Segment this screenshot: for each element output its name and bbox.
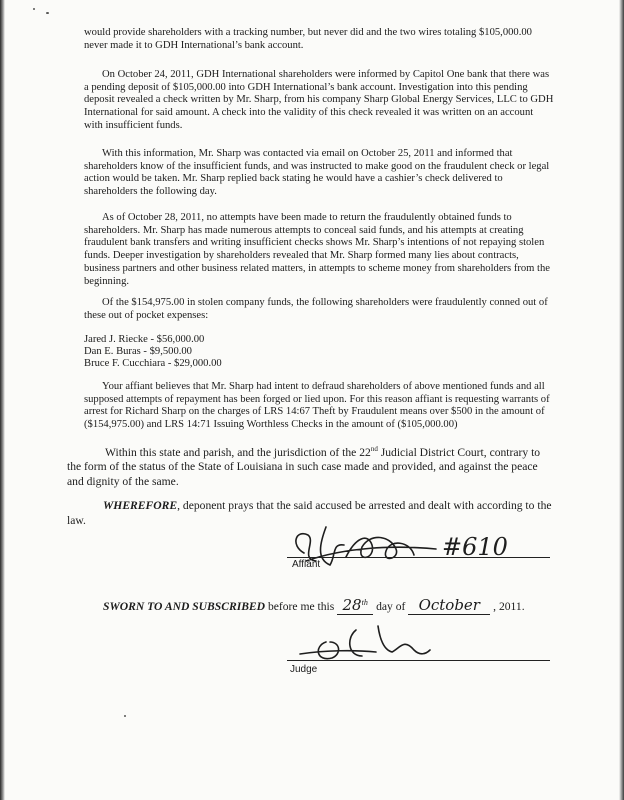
paragraph-affiant-belief: Your affiant believes that Mr. Sharp had intent to defraud shareholders of above mentioned funds and all supposed attempts of repayment has been forged or lied upon. For this reason affiant is requesting warrants of arrest for Richard Sharp on the charges of LRS 14:67 Theft by Fraudulent means over $500 in the amount of ($154,975.00) and LRS 14:71 Issuing Worthless Checks in the amount of ($105,000.00): [84, 381, 550, 431]
sworn-day-handwritten: 28: [342, 596, 362, 614]
sworn-month-handwritten: October: [418, 596, 480, 614]
paragraph-no-return: As of October 28, 2011, no attempts have been made to return the fraudulently obtained funds to shareholders. Mr. Sharp has made numerous attempts to conceal said funds, and his attempts at creating fraudulent bank transfers and writing insufficient checks shows Mr. Sharp’s intentions of not repaying stolen funds. Deeper investigation by shareholders revealed that Mr. Sharp formed many lies about contracts, business partners and other business related matters, in attempts to scheme money from shareholders from the beginning.: [84, 212, 551, 287]
affiant-badge-number: #610: [442, 533, 508, 561]
shareholder-entry: Jared J. Riecke - $56,000.00: [84, 334, 205, 345]
affiant-label: Affiant: [292, 559, 321, 570]
scan-speck: [46, 12, 49, 14]
paragraph-stolen-funds: Of the $154,975.00 in stolen company funds, the following shareholders were fraudulently conned out of these out of pocket expenses:: [84, 297, 548, 321]
affiant-signature-line: [287, 557, 550, 558]
scan-speck: [124, 715, 126, 717]
sworn-statement: SWORN TO AND SUBSCRIBED before me this 28th day of October , 2011.: [103, 596, 525, 614]
paragraph-pending-deposit: On October 24, 2011, GDH International shareholders were informed by Capitol One bank that there was a pending deposit of $105,000.00 into GDH International’s bank account. Investigation into this pending deposit revealed a check written by Mr. Sharp, from his company Sharp Global Energy Services, LLC to GDH International for said amount. A check into the validity of this check revealed it was written on an account with insufficient funds.: [84, 69, 554, 131]
paragraph-wire-transfers: would provide shareholders with a tracking number, but never did and the two wires totaling $105,000.00 never made it to GDH International’s bank account.: [84, 27, 532, 51]
scan-speck: [33, 8, 35, 10]
shareholder-entry: Bruce F. Cucchiara - $29,000.00: [84, 358, 222, 369]
scan-edge-left: [0, 0, 5, 800]
scan-edge-right: [619, 0, 624, 800]
shareholder-entry: Dan E. Buras - $9,500.00: [84, 346, 192, 357]
judge-label: Judge: [290, 664, 318, 675]
affiant-signature: [286, 515, 556, 575]
paragraph-jurisdiction: Within this state and parish, and the jurisdiction of the 22nd Judicial District Court, contrary to the form of the status of the State of Louisiana in such case made and provided, and against the peace and dignity of the same.: [67, 445, 541, 489]
judge-signature-line: [287, 660, 550, 661]
paragraph-email-contact: With this information, Mr. Sharp was contacted via email on October 25, 2011 and informed that shareholders know of the insufficient funds, and was instructed to make good on the fraudulent check or legal action would be taken. Mr. Sharp replied back stating he would have a cashier’s check delivered to shareholders the following day.: [84, 148, 550, 198]
paragraph-wherefore: WHEREFORE, deponent prays that the said accused be arrested and dealt with according to the law.: [67, 499, 552, 527]
judge-signature: [296, 620, 446, 665]
